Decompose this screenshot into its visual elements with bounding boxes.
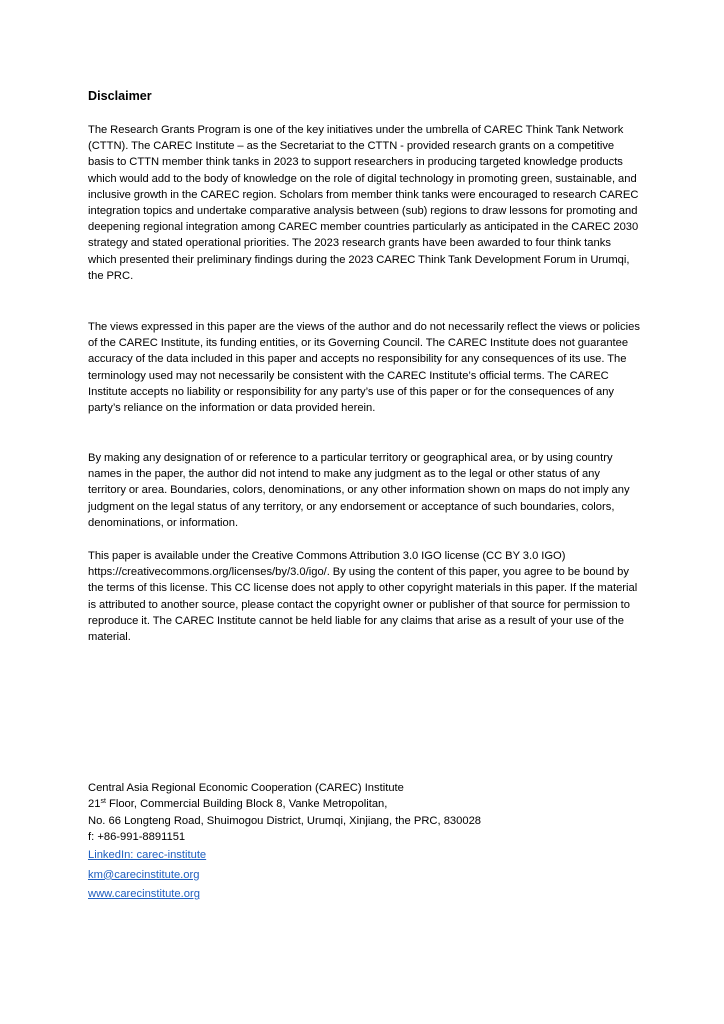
disclaimer-paragraph-license: This paper is available under the Creative Commons Attribution 3.0 IGO license (CC BY 3.0 IGO) https://creativecommons.org/licenses/by/3.0/igo/. By using the content of this paper, you agree to be bound by the terms of this license. This CC license does not apply to other copyright materials in this paper. If the material is attributed to another source, please contact the copyright owner or publisher of that source for permission to reproduce it. The CAREC Institute cannot be held liable for any claims that arise as a result of your use of the material. <box>88 550 638 644</box>
floor-suffix: st <box>100 798 106 806</box>
address-line-2: No. 66 Longteng Road, Shuimogou District, Urumqi, Xinjiang, the PRC, 830028 <box>88 814 482 827</box>
website-link[interactable]: www.carecinstitute.org <box>88 888 200 901</box>
disclaimer-paragraph-views: The views expressed in this paper are the views of the author and do not necessarily reflect the views or policies of the CAREC Institute, its funding entities, or its Governing Council. The CAREC Institute does not guarantee accuracy of the data included in this paper and accepts no responsibility for any consequences of its use. The terminology used may not necessarily be consistent with the CAREC Institute’s official terms. The CAREC Institute accepts no liability or responsibility for any party’s use of this paper or for the consequences of any party’s reliance on the information or data provided herein. <box>88 321 640 415</box>
address-line-1-rest: Floor, Commercial Building Block 8, Vanke Metropolitan, <box>105 798 388 811</box>
disclaimer-paragraph-territory: By making any designation of or reference to a particular territory or geographical area, or by using country names in the paper, the author did not intend to make any judgment as to the legal or other status of any territory or area. Boundaries, colors, denominations, or any other information shown on maps do not imply any judgment on the legal status of any territory, or any endorsement or acceptance of such boundaries, colors, denominations, or information. <box>88 452 630 529</box>
floor-number: 21 <box>88 798 101 811</box>
email-link[interactable]: km@carecinstitute.org <box>88 868 200 881</box>
organization-name: Central Asia Regional Economic Cooperation (CAREC) Institute <box>88 782 404 794</box>
linkedin-link[interactable]: LinkedIn: carec-institute <box>88 849 207 862</box>
contact-block <box>88 780 648 905</box>
address-line-1 <box>88 796 648 812</box>
disclaimer-heading: Disclaimer <box>88 89 152 103</box>
fax-number: f: +86-991-8891151 <box>88 830 186 843</box>
disclaimer-paragraph-research-grants: The Research Grants Program is one of the key initiatives under the umbrella of CAREC Think Tank Network (CTTN). The CAREC Institute – as the Secretariat to the CTTN - provided research grants on a competitive basis to CTTN member think tanks in 2023 to support researchers in producing targeted knowledge products which would add to the body of knowledge on the role of digital technology in promoting green, sustainable, and inclusive growth in the CAREC region. Scholars from member think tanks were encouraged to research CAREC integration topics and undertake comparative analysis between (sub) regions to draw lessons for promoting and deepening regional integration among CAREC member countries particularly as anticipated in the CAREC 2030 strategy and stated operational priorities. The 2023 research grants have been awarded to four think tanks which presented their preliminary findings during the 2023 CAREC Think Tank Development Forum in Urumqi, the PRC. <box>88 124 639 282</box>
